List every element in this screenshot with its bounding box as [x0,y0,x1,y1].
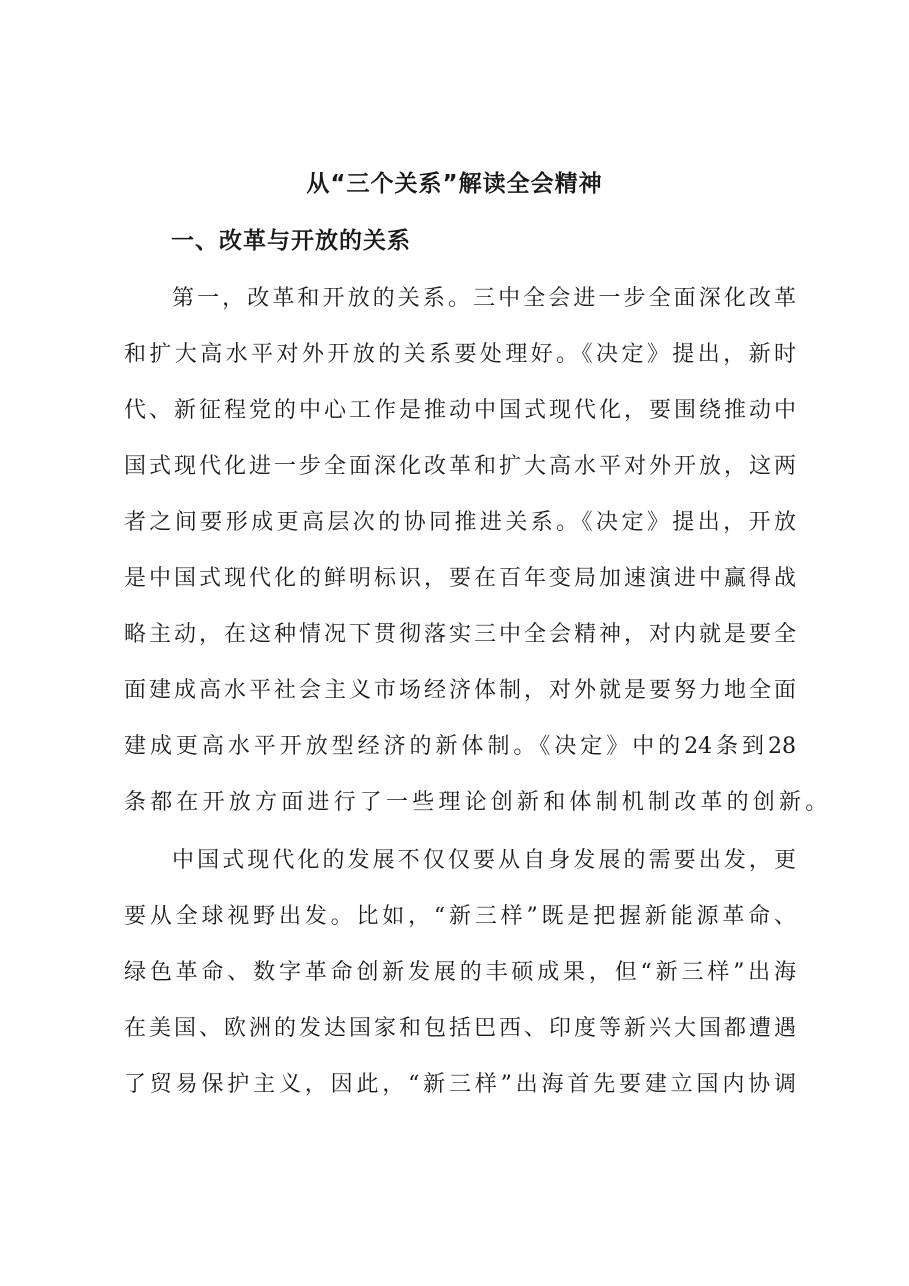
section-heading: 一、改革与开放的关系 [171,228,411,254]
paragraph-line: 了贸易保护主义，因此，“新三样”出海首先要建立国内协调 [124,1072,796,1097]
paragraph-line: 建成更高水平开放型经济的新体制。《决定》中的24条到28 [124,734,796,759]
paragraph-line: 是中国式现代化的鲜明标识，要在百年变局加速演进中赢得战 [124,566,796,591]
paragraph-line: 要从全球视野出发。比如，“新三样”既是把握新能源革命、 [124,904,796,929]
paragraph-line: 面建成高水平社会主义市场经济体制，对外就是要努力地全面 [124,678,796,703]
paragraph-line: 第一，改革和开放的关系。三中全会进一步全面深化改革 [172,286,796,311]
paragraph-line: 者之间要形成更高层次的协同推进关系。《决定》提出，开放 [124,510,796,535]
paragraph-line: 代、新征程党的中心工作是推动中国式现代化，要围绕推动中 [124,398,796,423]
paragraph-line: 国式现代化进一步全面深化改革和扩大高水平对外开放，这两 [124,454,796,479]
paragraph-line: 和扩大高水平对外开放的关系要处理好。《决定》提出，新时 [124,342,796,367]
paragraph-line: 中国式现代化的发展不仅仅要从自身发展的需要出发，更 [172,848,796,873]
paragraph-line: 略主动，在这种情况下贯彻落实三中全会精神，对内就是要全 [124,622,796,647]
paragraph-line: 在美国、欧洲的发达国家和包括巴西、印度等新兴大国都遭遇 [124,1016,796,1041]
document-title: 从“三个关系”解读全会精神 [306,171,603,197]
paragraph-line: 条都在开放方面进行了一些理论创新和体制机制改革的创新。 [124,790,832,815]
paragraph-line: 绿色革命、数字革命创新发展的丰硕成果，但“新三样”出海 [124,960,796,985]
